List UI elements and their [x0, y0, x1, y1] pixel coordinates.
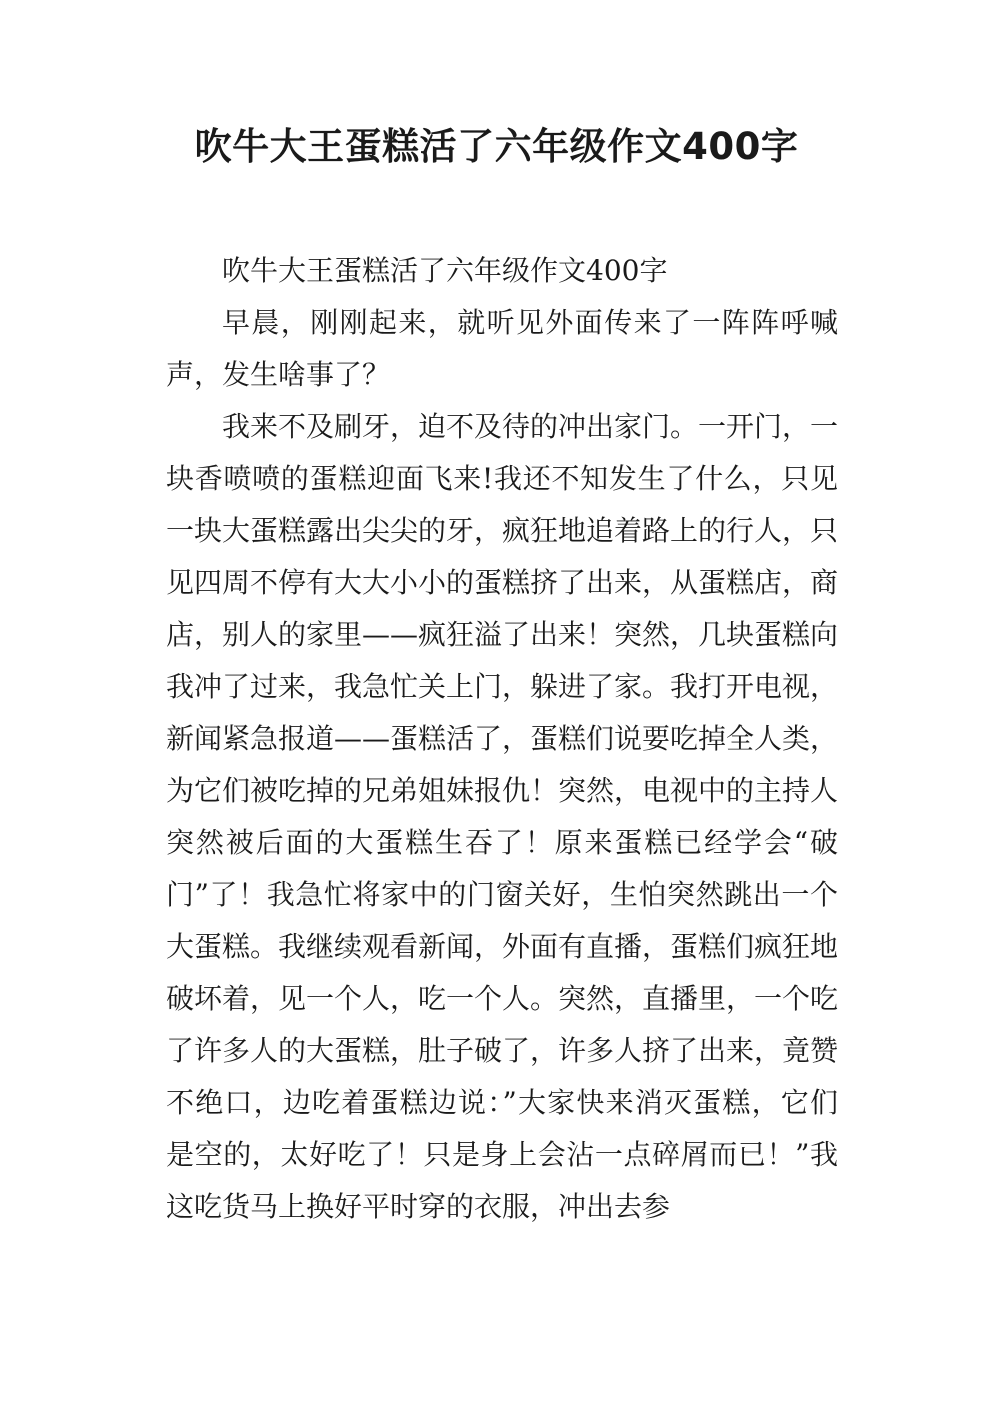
paragraph-morning: 早晨，刚刚起来，就听见外面传来了一阵阵呼喊声，发生啥事了？ [166, 306, 838, 391]
paragraph-subtitle: 吹牛大王蛋糕活了六年级作文400字 [222, 254, 668, 287]
article-body [166, 245, 838, 1233]
page-title: 吹牛大王蛋糕活了六年级作文400字 [194, 125, 799, 168]
paragraph-main-story: 我来不及刷牙，迫不及待的冲出家门。一开门，一块香喷喷的蛋糕迎面飞来!我还不知发生了什么，只见一块大蛋糕露出尖尖的牙，疯狂地追着路上的行人，只见四周不停有大大小小的蛋糕挤了出来，从蛋糕店，商店，别人的家里——疯狂溢了出来！突然，几块蛋糕向我冲了过来，我急忙关上门，躲进了家。我打开电视，新闻紧急报道——蛋糕活了，蛋糕们说要吃掉全人类，为它们被吃掉的兄弟姐妹报仇！突然，电视中的主持人突然被后面的大蛋糕生吞了！原来蛋糕已经学会“破门”了！我急忙将家中的门窗关好，生怕突然跳出一个大蛋糕。我继续观看新闻，外面有直播，蛋糕们疯狂地破坏着，见一个人，吃一个人。突然，直播里，一个吃了许多人的大蛋糕，肚子破了，许多人挤了出来，竟赞不绝口，边吃着蛋糕边说：”大家快来消灭蛋糕，它们是空的，太好吃了！只是身上会沾一点碎屑而已！”我这吃货马上换好平时穿的衣服，冲出去参 [166, 410, 839, 1223]
